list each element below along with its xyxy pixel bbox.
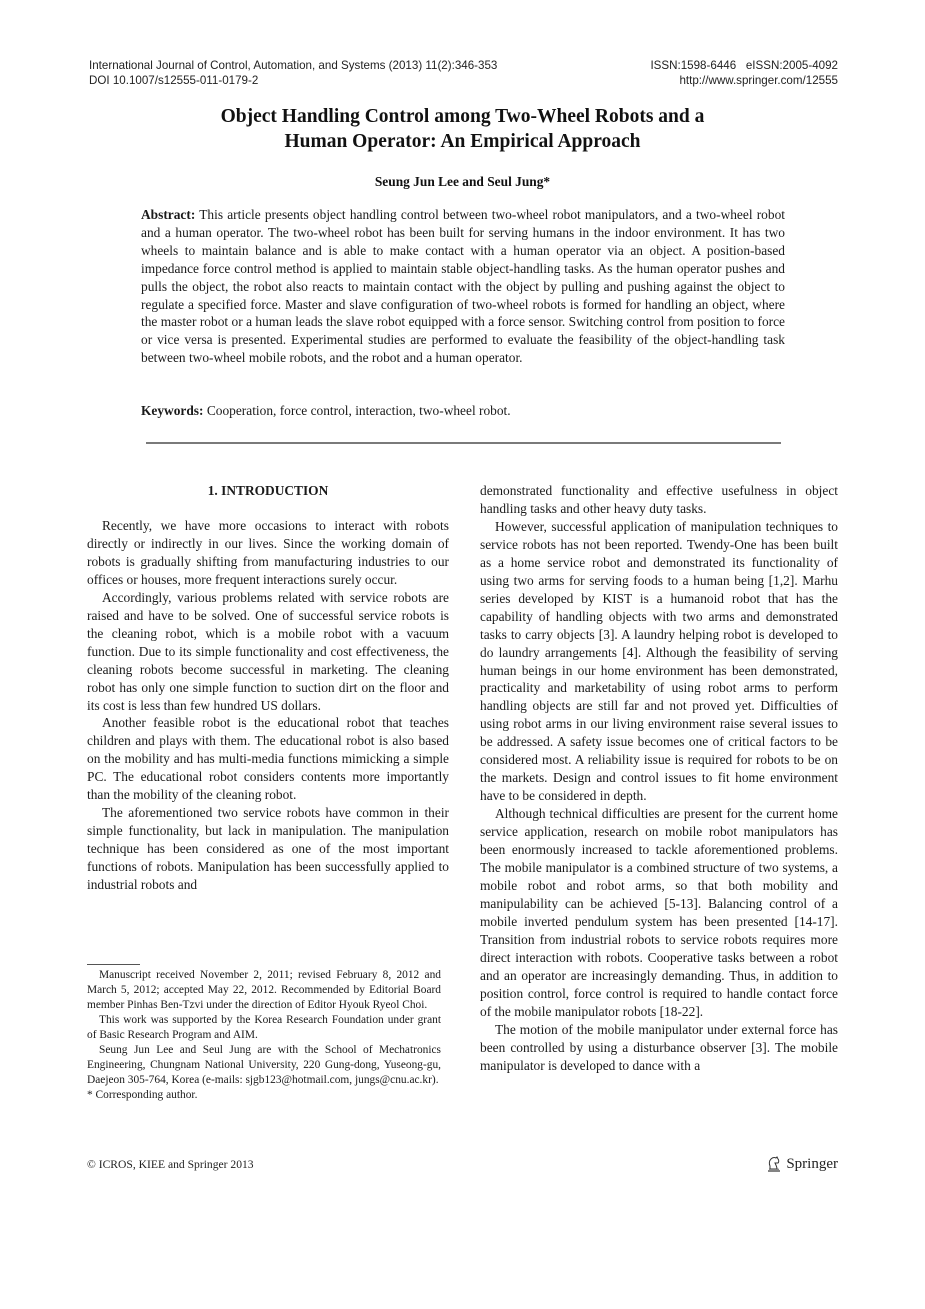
paragraph: Recently, we have more occasions to interact with robots directly or indirectly in our lives. Since the working domain of robots is gradually shifting from manufacturing industries to our offices or houses, more frequent interactions surely occur. [87, 518, 449, 587]
footnote-affiliation: Seung Jun Lee and Seul Jung are with the School of Mechatronics Engineering, Chungnam National University, 220 Gung-dong, Yuseong-gu, Daejeon 305-764, Korea (e-mails: sjgb123@hotmail.com, jungs@cnu.ac.kr). [87, 1044, 441, 1086]
paragraph: Accordingly, various problems related with service robots are raised and have to be solved. One of successful service robots is the cleaning robot, which is a mobile robot with a vacuum function. Due to its simple functionality and cost effectiveness, the cleaning robots become successful in marketing. The cleaning robot has only one simple function to suction dirt on the floor and its cost is less than few hundred US dollars. [87, 589, 449, 713]
issn: ISSN:1598-6446 eISSN:2005-4092 [650, 59, 838, 72]
footnote-divider [87, 964, 140, 965]
footnotes [87, 968, 441, 1103]
title-line-2: Human Operator: An Empirical Approach [284, 131, 641, 152]
paragraph: Another feasible robot is the educational robot that teaches children and plays with them. The educational robot is also based on the mobility and has multi-media functions mimicking a simple PC. The educational robot considers contents more importantly than the mobility of the cleaning robot. [87, 715, 449, 803]
springer-wordmark: Springer [786, 1155, 838, 1172]
footnote-manuscript: Manuscript received November 2, 2011; revised February 8, 2012 and March 5, 2012; accepted May 22, 2012. Recommended by Editorial Board member Pinhas Ben-Tzvi under the direction of Editor Hyouk Ryeol Choi. [87, 969, 441, 1011]
section-divider [146, 442, 781, 444]
right-column [480, 482, 838, 1074]
left-column [87, 482, 449, 894]
paragraph: Although technical difficulties are present for the current home service application, research on mobile robot manipulators has been enormously increased to tackle aforementioned problems. The mobile manipulator is a combined structure of two systems, a mobile robot and robot arms, so that both mobility and manipulability can be achieved [5-13]. Balancing control of a mobile inverted pendulum system has been presented [14-17]. Transition from industrial robots to service robots requires more direct interaction with robots. Cooperative tasks between a robot and an operator are increasingly demanding. Thus, in addition to position control, force control is required to handle contact force of the mobile manipulator robots [18-22]. [480, 806, 838, 1019]
issn-header [650, 58, 838, 88]
footnote-funding: This work was supported by the Korea Research Foundation under grant of Basic Research Program and AIM. [87, 1014, 441, 1041]
paragraph: The motion of the mobile manipulator under external force has been controlled by using a disturbance observer [3]. The mobile manipulator is developed to dance with a [480, 1021, 838, 1073]
knight-chess-piece-icon [766, 1155, 782, 1173]
paragraph: However, successful application of manipulation techniques to service robots has not been reported. Twendy-One has been built as a home service robot and demonstrated its functionality of using two arms for serving foods to a human being [1,2]. Marhu series developed by KIST is a humanoid robot that has the capability of handling objects with two arms and demonstrated tasks to carry objects [3]. A laundry helping robot is developed to do laundry arrangements [4]. Although the feasibility of serving human beings in our home environment has been demonstrated, practicality and marketability of using robot arms to perform handling objects are still far and not proved yet. Difficulties of using robot arms in our living environment raise several issues to be addressed. A safety issue becomes one of critical factors to be considered most. A reliability issue is required for robots to be on the markets. Design and control issues to fit home environment have to be considered in depth. [480, 518, 838, 804]
springer-logo [766, 1155, 838, 1173]
footnote-corresponding: * Corresponding author. [87, 1089, 198, 1101]
copyright: © ICROS, KIEE and Springer 2013 [87, 1158, 254, 1171]
abstract [141, 206, 785, 367]
title-line-1: Object Handling Control among Two-Wheel Robots and a [220, 106, 705, 127]
authors: Seung Jun Lee and Seul Jung* [374, 174, 551, 189]
abstract-text: This article presents object handling control between two-wheel robot manipulators, and a two-wheel robot and a human operator. The two-wheel robot has been built for serving humans in the indoor environment. It has two wheels to maintain balance and is able to make contact with a human operator via an object. A position-based impedance force control method is applied to maintain stable object-handling tasks. As the human operator pushes and pulls the object, the robot also reacts to maintain contact with the object by pulling and pushing against the object to regulate a specified force. Master and slave configuration of two-wheel robots is formed for handling an object, where the master robot or a human leads the slave robot equipped with a force sensor. Switching control from position to force or vice versa is presented. Experimental studies are performed to evaluate the feasibility of the object-handling task between two-wheel mobile robots, and the robot and a human operator. [141, 207, 785, 366]
paragraph: demonstrated functionality and effective usefulness in object handling tasks and other heavy duty tasks. [480, 483, 838, 516]
keywords-label: Keywords: [141, 403, 204, 418]
doi: DOI 10.1007/s12555-011-0179-2 [89, 74, 259, 87]
paragraph: The aforementioned two service robots have common in their simple functionality, but lack in manipulation. The manipulation technique has been considered as one of the most important functions of robots. Manipulation has been successfully applied to industrial robots and [87, 805, 449, 893]
journal-url[interactable]: http://www.springer.com/12555 [679, 74, 838, 87]
keywords-text: Cooperation, force control, interaction, two-wheel robot. [203, 403, 511, 418]
section-heading: 1. INTRODUCTION [207, 483, 329, 498]
keywords [141, 402, 785, 420]
journal-citation: International Journal of Control, Automation, and Systems (2013) 11(2):346-353 [89, 59, 498, 72]
journal-header [89, 58, 497, 88]
abstract-label: Abstract: [141, 207, 196, 222]
paper-title [0, 104, 925, 154]
